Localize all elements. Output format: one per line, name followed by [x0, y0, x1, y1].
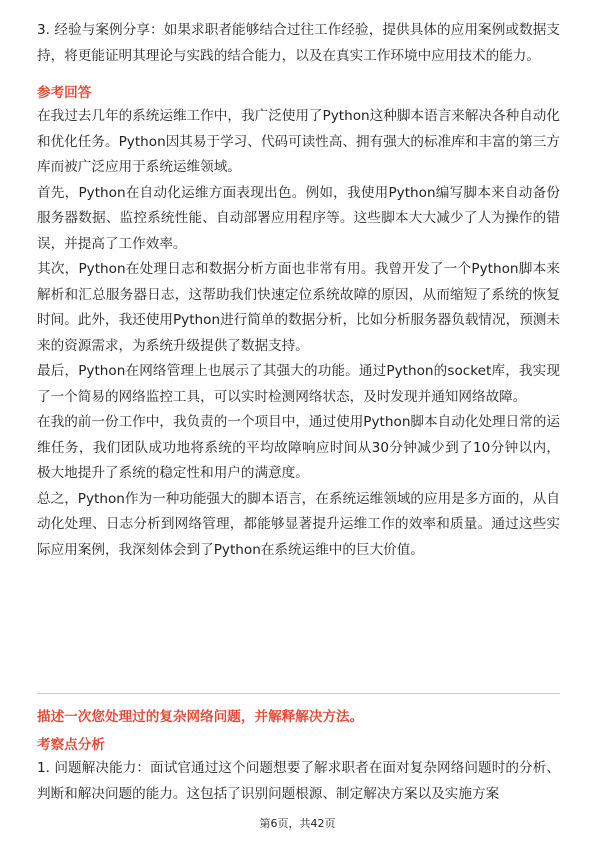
question-heading: 描述一次您处理过的复杂网络问题，并解释解决方法。 — [37, 709, 364, 725]
answer-paragraph-5: 在我的前一份工作中，我负责的一个项目中，通过使用Python脚本自动化处理日常的运维任务，我们团队成功地将系统的平均故障响应时间从30分钟减少到了10分钟以内，极大地提升了系统的稳定性和用户的满意度。 — [37, 414, 560, 481]
answer-heading: 参考回答 — [37, 85, 92, 101]
section-divider — [37, 693, 560, 694]
answer-paragraph-2: 首先，Python在自动化运维方面表现出色。例如，我使用Python编写脚本来自动备份服务器数据、监控系统性能、自动部署应用程序等。这些脚本大大减少了人为操作的错误，并提高了工作效率。 — [37, 184, 560, 252]
document-page — [37, 18, 560, 563]
intro-item-3: 3. 经验与案例分享：如果求职者能够结合过往工作经验，提供具体的应用案例或数据支持，将更能证明其理论与实践的结合能力，以及在真实工作环境中应用技术的能力。 — [37, 22, 560, 64]
answer-paragraph-1: 在我过去几年的系统运维工作中，我广泛使用了Python这种脚本语言来解决各种自动化和优化任务。Python因其易于学习、代码可读性高、拥有强大的标准库和丰富的第三方库而被广泛应用于系统运维领域。 — [37, 108, 560, 175]
answer-paragraph-6: 总之，Python作为一种功能强大的脚本语言，在系统运维领域的应用是多方面的，从自动化处理、日志分析到网络管理，都能够显著提升运维工作的效率和质量。通过这些实际应用案例，我深刻体会到了Python在系统运维中的巨大价值。 — [37, 490, 560, 558]
page-number: 第6页，共42页 — [259, 817, 336, 830]
answer-paragraph-4: 最后，Python在网络管理上也展示了其强大的功能。通过Python的socket库，我实现了一个简易的网络监控工具，可以实时检测网络状态，及时发现并通知网络故障。 — [37, 363, 560, 405]
analysis-item-1: 1. 问题解决能力：面试官通过这个问题想要了解求职者在面对复杂网络问题时的分析、判断和解决问题的能力。这包括了识别问题根源、制定解决方案以及实施方案 — [37, 760, 560, 802]
answer-paragraph-3: 其次，Python在处理日志和数据分析方面也非常有用。我曾开发了一个Python脚本来解析和汇总服务器日志，这帮助我们快速定位系统故障的原因，从而缩短了系统的恢复时间。此外，我还使用Python进行简单的数据分析，比如分析服务器负载情况，预测未来的资源需求，为系统升级提供了数据支持。 — [37, 261, 560, 354]
next-question-section — [37, 706, 560, 807]
analysis-heading: 考察点分析 — [37, 737, 105, 753]
